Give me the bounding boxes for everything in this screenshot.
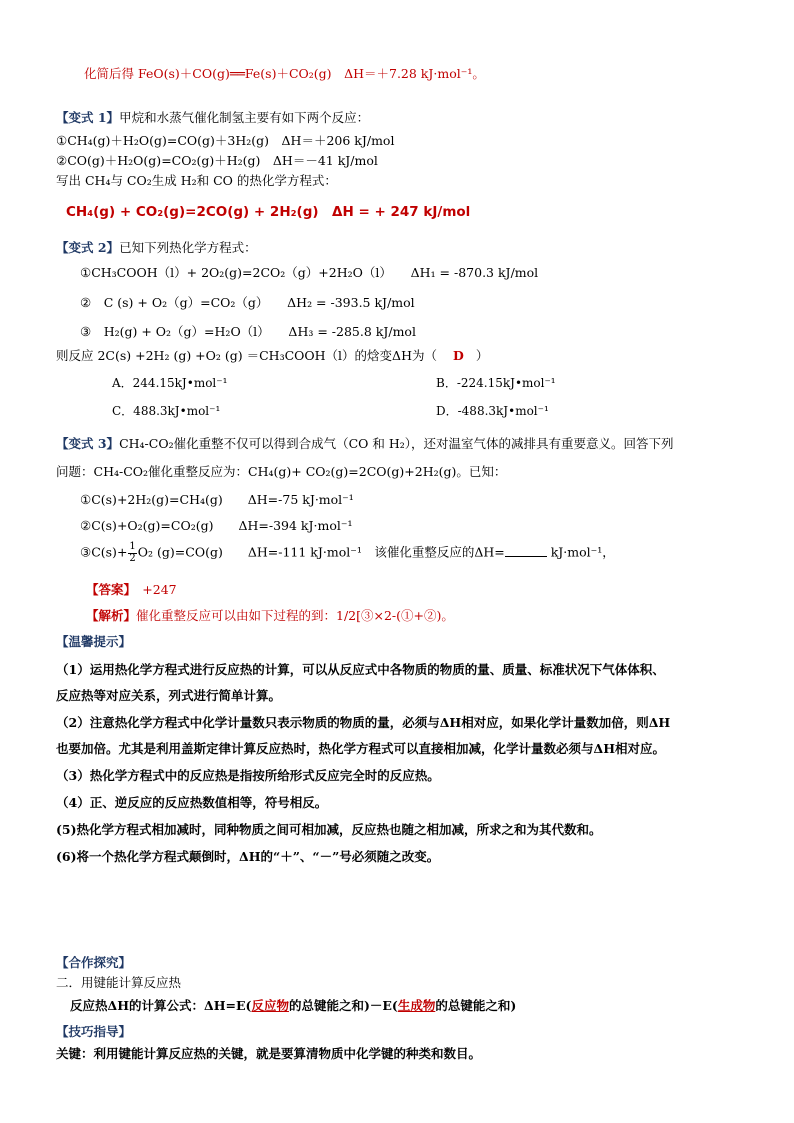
variant1-reaction-2: ②CO(g)＋H₂O(g)=CO₂(g)＋H₂(g) ΔH＝－41 kJ/mol bbox=[56, 153, 378, 168]
option-d: D．-488.3kJ•mol⁻¹ bbox=[436, 404, 549, 418]
r3-pre: ③C(s)+ bbox=[80, 544, 128, 560]
r3-post: O₂ (g)=CO(g) ΔH=-111 kJ·mol⁻¹ 该催化重整反应的ΔH= bbox=[137, 544, 505, 560]
tip-4: （4）正、逆反应的反应热数值相等，符号相反。 bbox=[56, 795, 328, 810]
tip-1b: 反应热等对应关系，列式进行简单计算。 bbox=[56, 688, 282, 703]
answer-blank bbox=[505, 544, 547, 557]
intro-prefix: 化简后得 bbox=[84, 66, 138, 81]
variant2-reaction-3: ③ H₂(g) + O₂（g）=H₂O（l） ΔH₃ = -285.8 kJ/mol bbox=[80, 324, 416, 339]
variant3-reaction-1: ①C(s)+2H₂(g)=CH₄(g) ΔH=-75 kJ·mol⁻¹ bbox=[80, 492, 354, 507]
variant3-reaction-2: ②C(s)+O₂(g)=CO₂(g) ΔH=-394 kJ·mol⁻¹ bbox=[80, 518, 353, 533]
variant2-question bbox=[56, 348, 488, 363]
formula-reactants: 反应物 bbox=[251, 998, 289, 1013]
variant3-line-1-text: CH₄-CO₂催化重整不仅可以得到合成气（CO 和 H₂），还对温室气体的减排具有重要意义。回答下列 bbox=[119, 436, 674, 451]
skill-label: 【技巧指导】 bbox=[56, 1024, 132, 1039]
variant2-reaction-2: ② C (s) + O₂（g）=CO₂（g） ΔH₂ = -393.5 kJ/mol bbox=[80, 295, 415, 310]
explain-text: 催化重整反应可以由如下过程的到：1/2[③×2-(①+②)。 bbox=[136, 608, 454, 623]
option-b: B．-224.15kJ•mol⁻¹ bbox=[436, 376, 556, 390]
tip-6: (6)将一个热化学方程式颠倒时，ΔH的“＋”、“－”号必须随之改变。 bbox=[56, 849, 440, 864]
variant1-title bbox=[56, 110, 369, 125]
variant3-label: 【变式 3】 bbox=[56, 436, 120, 451]
variant3-reaction-3 bbox=[80, 542, 615, 564]
tip-5: (5)热化学方程式相加减时，同种物质之间可相加减，反应热也随之相加减，所求之和为其代数和。 bbox=[56, 822, 602, 837]
explore-heading: 二．用键能计算反应热 bbox=[56, 975, 182, 990]
variant1-reaction-1: ①CH₄(g)＋H₂O(g)=CO(g)＋3H₂(g) ΔH＝＋206 kJ/mol bbox=[56, 133, 395, 148]
formula-mid: 的总键能之和)－E( bbox=[288, 998, 398, 1013]
formula-end: 的总键能之和) bbox=[435, 998, 517, 1013]
tip-2b: 也要加倍。尤其是利用盖斯定律计算反应热时，热化学方程式可以直接相加减，化学计量数必须与ΔH相对应。 bbox=[56, 741, 666, 756]
answer-value: +247 bbox=[142, 582, 177, 597]
explain-label: 【解析】 bbox=[86, 608, 137, 623]
option-c: C．488.3kJ•mol⁻¹ bbox=[112, 404, 221, 418]
variant3-answer bbox=[86, 582, 177, 597]
variant2-question-end: ） bbox=[475, 348, 489, 363]
skill-text: 关键：利用键能计算反应热的关键，就是要算清物质中化学键的种类和数目。 bbox=[56, 1046, 482, 1061]
tip-3: （3）热化学方程式中的反应热是指按所给形式反应完全时的反应热。 bbox=[56, 768, 440, 783]
explore-label: 【合作探究】 bbox=[56, 955, 132, 970]
tips-label: 【温馨提示】 bbox=[56, 634, 132, 649]
bond-energy-formula bbox=[70, 998, 516, 1013]
fraction-denominator: 2 bbox=[129, 552, 136, 564]
variant2-label: 【变式 2】 bbox=[56, 240, 120, 255]
intro-line bbox=[84, 66, 485, 81]
variant2-title bbox=[56, 240, 257, 255]
tip-1a: （1）运用热化学方程式进行反应热的计算，可以从反应式中各物质的物质的量、质量、标准状况下气体体积、 bbox=[56, 662, 665, 677]
variant1-label: 【变式 1】 bbox=[56, 110, 120, 125]
intro-equation: FeO(s)＋CO(g)══Fe(s)＋CO₂(g) bbox=[137, 66, 332, 81]
fraction-one-half bbox=[128, 542, 136, 564]
tip-2a: （2）注意热化学方程式中化学计量数只表示物质的物质的量，必须与ΔH相对应，如果化学计量数加倍，则ΔH bbox=[56, 715, 671, 730]
variant3-explanation bbox=[86, 608, 454, 623]
variant1-title-text: 甲烷和水蒸气催化制氢主要有如下两个反应： bbox=[119, 110, 370, 125]
option-a: A．244.15kJ•mol⁻¹ bbox=[112, 376, 228, 390]
variant2-answer: D bbox=[452, 348, 464, 363]
fraction-numerator: 1 bbox=[129, 541, 136, 552]
r3-unit: kJ·mol⁻¹， bbox=[546, 544, 615, 560]
formula-pre: 反应热ΔH的计算公式：ΔH=E( bbox=[70, 998, 252, 1013]
variant2-reaction-1: ①CH₃COOH（l）+ 2O₂(g)=2CO₂（g）+2H₂O（l） ΔH₁ = -870.3 kJ/mol bbox=[80, 265, 539, 280]
formula-products: 生成物 bbox=[397, 998, 436, 1013]
answer-label: 【答案】 bbox=[86, 582, 130, 597]
intro-dh: ΔH＝＋7.28 kJ·mol⁻¹。 bbox=[344, 66, 485, 81]
variant1-answer: CH₄(g) + CO₂(g)=2CO(g) + 2H₂(g) ΔH = + 247 kJ/mol bbox=[66, 204, 471, 220]
variant3-line-1 bbox=[56, 436, 674, 451]
variant2-question-text: 则反应 2C(s) +2H₂ (g) +O₂ (g) ＝CH₃COOH（l）的焓变ΔH为（ bbox=[56, 348, 437, 363]
variant3-line-2: 问题：CH₄-CO₂催化重整反应为：CH₄(g)+ CO₂(g)=2CO(g)+2H₂(g)。已知： bbox=[56, 464, 507, 479]
variant1-question: 写出 CH₄与 CO₂生成 H₂和 CO 的热化学方程式： bbox=[56, 173, 337, 188]
variant2-title-text: 已知下列热化学方程式： bbox=[119, 240, 257, 255]
